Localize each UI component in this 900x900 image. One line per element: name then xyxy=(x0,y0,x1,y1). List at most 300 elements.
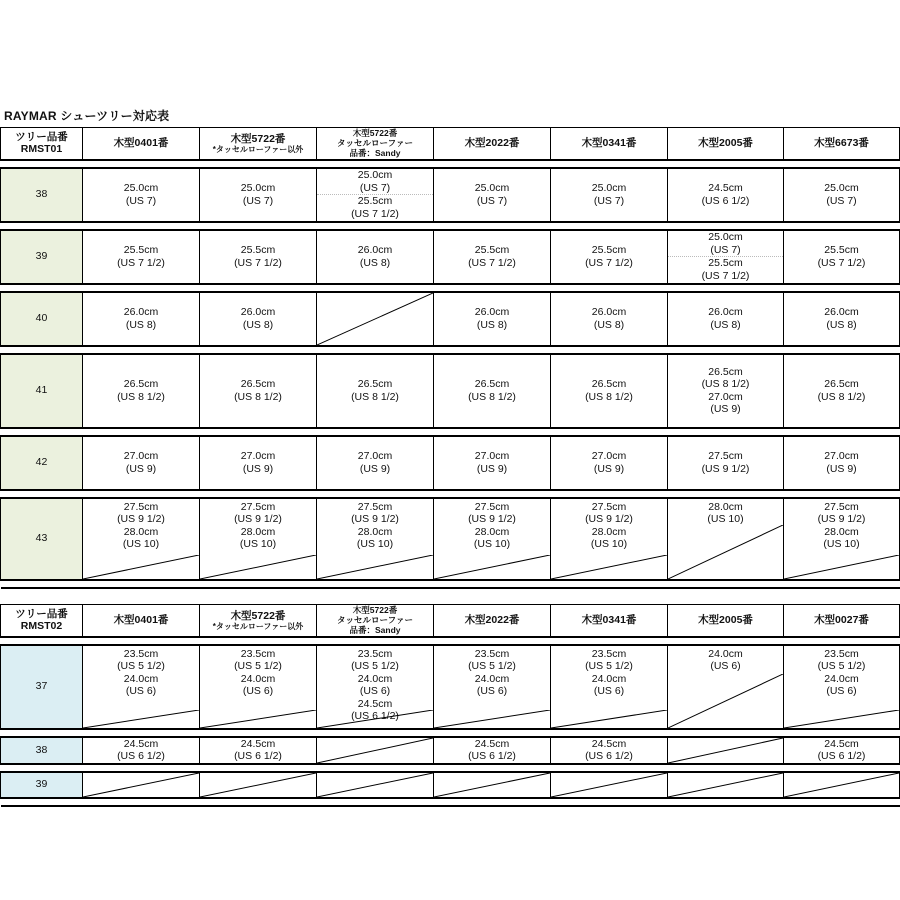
size-entry xyxy=(83,648,199,673)
empty-cell-diagonal xyxy=(668,525,783,579)
size-cell xyxy=(434,168,551,222)
size-cell xyxy=(668,436,784,490)
column-header-label: 木型5722番 xyxy=(230,609,286,622)
size-cell xyxy=(200,737,317,764)
size-entry xyxy=(200,306,316,331)
slash-area xyxy=(668,525,783,579)
slash-area xyxy=(200,555,316,579)
slash-area xyxy=(784,710,899,728)
size-entry xyxy=(668,450,783,475)
empty-cell-diagonal xyxy=(317,773,433,797)
size-cm: 26.0cm xyxy=(474,306,510,318)
size-entry xyxy=(551,673,667,698)
size-entry xyxy=(434,450,550,475)
size-entry xyxy=(784,526,899,551)
size-entry xyxy=(317,648,433,673)
column-header xyxy=(317,128,434,160)
empty-cell-diagonal xyxy=(668,773,783,797)
column-header xyxy=(551,605,668,637)
size-cell xyxy=(200,230,317,284)
size-entry xyxy=(784,648,899,673)
size-entry xyxy=(551,306,667,331)
size-cm: 26.0cm xyxy=(123,306,159,318)
size-cm: 25.5cm xyxy=(123,244,159,256)
size-cell xyxy=(434,772,551,798)
size-cell xyxy=(317,230,434,284)
size-entry xyxy=(784,501,899,526)
size-us: (US 8 1/2) xyxy=(701,378,750,390)
size-key: 39 xyxy=(1,772,83,798)
size-cm: 27.0cm xyxy=(474,450,510,462)
size-us: (US 6 1/2) xyxy=(585,750,633,762)
slash-area xyxy=(551,555,667,579)
size-us: (US 7 1/2) xyxy=(351,207,399,220)
size-cm: 27.5cm xyxy=(123,500,159,513)
size-cm: 27.5cm xyxy=(824,500,859,513)
size-entry xyxy=(200,673,316,698)
size-key: 42 xyxy=(1,436,83,490)
size-us: (US 9) xyxy=(359,462,391,475)
empty-cell-diagonal xyxy=(434,555,550,579)
size-entries xyxy=(200,646,316,698)
size-us: (US 6) xyxy=(359,685,391,697)
row-separator xyxy=(1,222,900,230)
size-cell xyxy=(784,498,900,580)
size-entries xyxy=(784,738,899,763)
size-cell xyxy=(784,354,900,428)
size-cell xyxy=(317,292,434,346)
size-cell xyxy=(668,645,784,729)
size-cm: 26.0cm xyxy=(708,306,743,318)
size-cell xyxy=(200,354,317,428)
size-entry xyxy=(784,244,899,269)
size-cm: 23.5cm xyxy=(824,647,859,660)
table-row xyxy=(1,737,900,764)
size-key: 39 xyxy=(1,230,83,284)
size-cell xyxy=(434,230,551,284)
size-cm: 27.5cm xyxy=(708,450,743,462)
size-entries xyxy=(317,169,433,220)
column-header xyxy=(434,128,551,160)
size-entries xyxy=(200,306,316,331)
size-entry xyxy=(668,391,783,416)
size-entries xyxy=(83,378,199,403)
size-entries xyxy=(784,450,899,475)
size-entries xyxy=(83,450,199,475)
size-entries xyxy=(83,499,199,551)
size-entry xyxy=(317,378,433,403)
row-separator xyxy=(1,284,900,292)
empty-cell-diagonal xyxy=(668,674,783,728)
table-row xyxy=(1,436,900,490)
size-cell xyxy=(200,498,317,580)
size-entry xyxy=(668,306,783,331)
size-cell xyxy=(83,292,200,346)
size-entries xyxy=(784,499,899,551)
size-entry xyxy=(317,501,433,526)
size-entries xyxy=(200,499,316,551)
size-us: (US 9 1/2) xyxy=(817,513,866,525)
column-header xyxy=(551,128,668,160)
size-entry xyxy=(551,738,667,763)
size-cm: 25.0cm xyxy=(357,169,393,181)
column-header xyxy=(784,128,900,160)
size-us: (US 10) xyxy=(122,538,160,550)
table-rmst02 xyxy=(0,604,900,807)
size-entries xyxy=(317,244,433,269)
empty-cell-diagonal xyxy=(83,555,199,579)
size-cell xyxy=(434,292,551,346)
size-cm: 28.0cm xyxy=(591,525,627,538)
size-entries xyxy=(317,450,433,475)
size-cm: 26.5cm xyxy=(824,378,859,390)
size-entry xyxy=(668,182,783,207)
size-cm: 24.5cm xyxy=(474,737,510,750)
column-header xyxy=(83,605,200,637)
empty-cell-diagonal xyxy=(434,710,550,728)
size-cell xyxy=(551,292,668,346)
column-header-line: 品番：Sandy xyxy=(349,148,401,159)
size-entries xyxy=(668,231,783,282)
size-cell xyxy=(784,737,900,764)
column-header-line: タッセルローファー xyxy=(337,138,413,149)
size-entries xyxy=(784,182,899,207)
size-cm: 24.5cm xyxy=(357,697,393,710)
size-cell xyxy=(83,354,200,428)
size-entries xyxy=(551,182,667,207)
row-separator xyxy=(1,637,900,645)
size-cell xyxy=(83,436,200,490)
size-cm: 28.0cm xyxy=(474,525,510,538)
size-entry xyxy=(83,306,199,331)
size-cell xyxy=(317,168,434,222)
size-us: (US 9 1/2) xyxy=(351,513,399,525)
row-separator xyxy=(1,798,900,806)
size-cm: 25.0cm xyxy=(708,231,743,243)
tree-model-header-line: RMST01 xyxy=(20,143,63,156)
size-us: (US 6) xyxy=(593,685,625,697)
size-us: (US 7 1/2) xyxy=(585,256,633,269)
size-us: (US 6 1/2) xyxy=(234,750,282,762)
size-entries xyxy=(551,499,667,551)
size-entries xyxy=(434,646,550,698)
size-entry xyxy=(200,450,316,475)
size-us: (US 5 1/2) xyxy=(351,660,399,672)
size-cm: 26.5cm xyxy=(123,378,159,390)
size-us: (US 9 1/2) xyxy=(117,513,165,525)
size-entry xyxy=(668,501,783,526)
column-header-line: 木型5722番 xyxy=(352,605,398,616)
size-entries xyxy=(784,244,899,269)
size-cm: 27.0cm xyxy=(824,450,859,462)
column-header-label: 木型2022番 xyxy=(464,614,520,627)
size-entries xyxy=(83,306,199,331)
size-entries xyxy=(434,738,550,763)
size-cell xyxy=(668,230,784,284)
size-us: (US 9) xyxy=(242,462,274,475)
size-us: (US 7 1/2) xyxy=(701,269,750,282)
row-separator xyxy=(1,580,900,588)
size-us: (US 6 1/2) xyxy=(701,194,750,207)
size-us: (US 9) xyxy=(476,462,508,475)
empty-cell-diagonal xyxy=(784,555,899,579)
size-cm: 24.5cm xyxy=(240,737,276,750)
column-header-label: 木型0341番 xyxy=(581,614,637,627)
size-entries xyxy=(434,499,550,551)
size-entries xyxy=(551,646,667,698)
size-entry xyxy=(668,366,783,391)
size-cm: 24.0cm xyxy=(591,672,627,685)
size-cell xyxy=(83,772,200,798)
size-cell xyxy=(83,498,200,580)
size-cm: 24.0cm xyxy=(357,672,393,685)
size-entries xyxy=(784,646,899,698)
size-entries xyxy=(668,182,783,207)
column-header-label: 木型0401番 xyxy=(113,614,169,627)
size-key: 43 xyxy=(1,498,83,580)
size-us: (US 8 1/2) xyxy=(351,390,399,403)
header-row xyxy=(1,605,900,637)
slash-area xyxy=(551,710,667,728)
size-cell xyxy=(551,230,668,284)
table-row xyxy=(1,645,900,729)
size-entries xyxy=(200,450,316,475)
size-us: (US 6 1/2) xyxy=(468,750,516,762)
size-us: (US 9) xyxy=(593,462,625,475)
size-entry xyxy=(784,306,899,331)
size-cm: 23.5cm xyxy=(357,647,393,660)
size-entry xyxy=(551,182,667,207)
size-entry xyxy=(200,501,316,526)
size-entry xyxy=(200,378,316,403)
size-us: (US 9 1/2) xyxy=(701,462,750,475)
empty-cell-diagonal xyxy=(434,773,550,797)
column-header xyxy=(784,605,900,637)
size-entry xyxy=(317,526,433,551)
size-key: 38 xyxy=(1,168,83,222)
size-us: (US 9) xyxy=(710,403,741,415)
table-row xyxy=(1,168,900,222)
size-key: 40 xyxy=(1,292,83,346)
size-entry xyxy=(200,182,316,207)
size-entries xyxy=(200,738,316,763)
column-header-label: 木型0341番 xyxy=(581,137,637,150)
size-entries xyxy=(434,182,550,207)
size-cell xyxy=(551,498,668,580)
size-entry xyxy=(668,256,783,282)
size-us: (US 8) xyxy=(593,318,625,331)
size-cell xyxy=(83,645,200,729)
row-separator xyxy=(1,764,900,772)
size-us: (US 7) xyxy=(710,243,741,256)
size-us: (US 10) xyxy=(707,513,744,525)
size-cell xyxy=(784,436,900,490)
size-cell xyxy=(551,436,668,490)
size-us: (US 7 1/2) xyxy=(117,256,165,269)
size-us: (US 8) xyxy=(359,256,391,269)
column-header-line: タッセルローファー xyxy=(337,615,413,626)
size-entries xyxy=(551,738,667,763)
size-cell xyxy=(551,772,668,798)
size-entry xyxy=(551,450,667,475)
size-cm: 28.0cm xyxy=(824,525,859,538)
size-cm: 25.5cm xyxy=(591,244,627,256)
size-cm: 27.5cm xyxy=(591,500,627,513)
size-cm: 23.5cm xyxy=(123,647,159,660)
size-entry xyxy=(551,501,667,526)
size-entry xyxy=(784,738,899,763)
size-us: (US 8 1/2) xyxy=(117,390,165,403)
table-row xyxy=(1,772,900,798)
column-header-label: 木型2022番 xyxy=(464,137,520,150)
column-header xyxy=(668,605,784,637)
size-entries xyxy=(83,738,199,763)
size-entries xyxy=(434,378,550,403)
slash-area xyxy=(317,555,433,579)
size-cm: 27.0cm xyxy=(708,390,743,403)
empty-cell-diagonal xyxy=(83,773,199,797)
size-cm: 26.0cm xyxy=(824,306,859,318)
size-us: (US 9 1/2) xyxy=(468,513,516,525)
size-cm: 24.0cm xyxy=(123,672,159,685)
tree-model-header-line: ツリー品番 xyxy=(15,608,68,621)
slash-area xyxy=(434,710,550,728)
size-entry xyxy=(784,673,899,698)
size-entries xyxy=(668,366,783,416)
size-cm: 23.5cm xyxy=(240,647,276,660)
size-cm: 25.0cm xyxy=(824,182,859,194)
size-entry xyxy=(317,673,433,698)
size-cell xyxy=(434,436,551,490)
size-entry xyxy=(434,306,550,331)
size-us: (US 5 1/2) xyxy=(468,660,516,672)
size-cm: 27.0cm xyxy=(591,450,627,462)
size-entry xyxy=(434,526,550,551)
size-entry xyxy=(83,182,199,207)
size-entries xyxy=(551,450,667,475)
size-entries xyxy=(83,646,199,698)
size-entry xyxy=(434,501,550,526)
size-cm: 24.0cm xyxy=(824,672,859,685)
table-row xyxy=(1,498,900,580)
size-us: (US 5 1/2) xyxy=(117,660,165,672)
size-cm: 25.0cm xyxy=(123,182,159,194)
size-cm: 25.5cm xyxy=(357,195,393,207)
row-separator xyxy=(1,346,900,354)
size-cm: 27.5cm xyxy=(474,500,510,513)
size-us: (US 8) xyxy=(826,318,857,331)
size-cm: 25.5cm xyxy=(708,257,743,269)
size-entry xyxy=(551,244,667,269)
size-cell xyxy=(551,645,668,729)
tree-model-header xyxy=(1,128,83,160)
size-cell xyxy=(83,168,200,222)
size-cell xyxy=(200,645,317,729)
size-cell xyxy=(668,772,784,798)
size-cm: 28.0cm xyxy=(240,525,276,538)
size-cm: 25.0cm xyxy=(591,182,627,194)
table-rmst01 xyxy=(0,127,900,589)
column-header-label: 木型2005番 xyxy=(698,137,753,150)
size-entry xyxy=(200,526,316,551)
size-cell xyxy=(784,230,900,284)
slash-area xyxy=(668,674,783,728)
size-cm: 26.0cm xyxy=(591,306,627,318)
size-cm: 28.0cm xyxy=(708,500,743,513)
size-entry xyxy=(434,378,550,403)
size-cm: 25.5cm xyxy=(474,244,510,256)
size-entries xyxy=(668,499,783,526)
size-us: (US 6) xyxy=(476,685,508,697)
empty-cell-diagonal xyxy=(551,710,667,728)
size-cm: 24.5cm xyxy=(591,737,627,750)
slash-area xyxy=(784,555,899,579)
size-entry xyxy=(83,244,199,269)
size-us: (US 7) xyxy=(242,194,274,207)
size-cell xyxy=(200,772,317,798)
size-entry xyxy=(434,648,550,673)
size-entries xyxy=(200,244,316,269)
size-us: (US 10) xyxy=(590,538,628,550)
empty-cell-diagonal xyxy=(668,738,783,763)
row-separator xyxy=(1,160,900,168)
size-cm: 26.5cm xyxy=(357,378,393,390)
size-entry xyxy=(83,738,199,763)
size-cell xyxy=(551,737,668,764)
size-cm: 26.5cm xyxy=(240,378,276,390)
size-entry xyxy=(83,501,199,526)
size-us: (US 8 1/2) xyxy=(234,390,282,403)
size-cm: 28.0cm xyxy=(357,525,393,538)
size-cell xyxy=(668,354,784,428)
size-cell xyxy=(784,168,900,222)
column-header xyxy=(434,605,551,637)
size-entry xyxy=(784,182,899,207)
empty-cell-diagonal xyxy=(317,555,433,579)
size-cell xyxy=(434,645,551,729)
size-entries xyxy=(317,378,433,403)
size-entries xyxy=(434,306,550,331)
size-cm: 27.0cm xyxy=(240,450,276,462)
row-separator xyxy=(1,428,900,436)
empty-cell-diagonal xyxy=(317,293,433,345)
size-cm: 27.0cm xyxy=(123,450,159,462)
size-key: 38 xyxy=(1,737,83,764)
empty-cell-diagonal xyxy=(317,710,433,728)
tree-model-header xyxy=(1,605,83,637)
size-entries xyxy=(317,499,433,551)
size-key: 37 xyxy=(1,645,83,729)
size-us: (US 9 1/2) xyxy=(585,513,633,525)
size-entry xyxy=(551,378,667,403)
column-header xyxy=(668,128,784,160)
size-us: (US 8) xyxy=(710,318,741,331)
size-entries xyxy=(668,450,783,475)
size-us: (US 8) xyxy=(476,318,508,331)
size-cm: 25.0cm xyxy=(240,182,276,194)
slash-area xyxy=(200,710,316,728)
size-cm: 27.5cm xyxy=(357,500,393,513)
size-cm: 24.0cm xyxy=(474,672,510,685)
row-separator xyxy=(1,490,900,498)
slash-area xyxy=(317,710,433,728)
tree-model-header-line: ツリー品番 xyxy=(15,131,68,144)
size-cm: 24.5cm xyxy=(708,182,743,194)
size-entry xyxy=(83,526,199,551)
size-us: (US 6) xyxy=(826,685,857,697)
table-row xyxy=(1,354,900,428)
size-entry xyxy=(434,673,550,698)
